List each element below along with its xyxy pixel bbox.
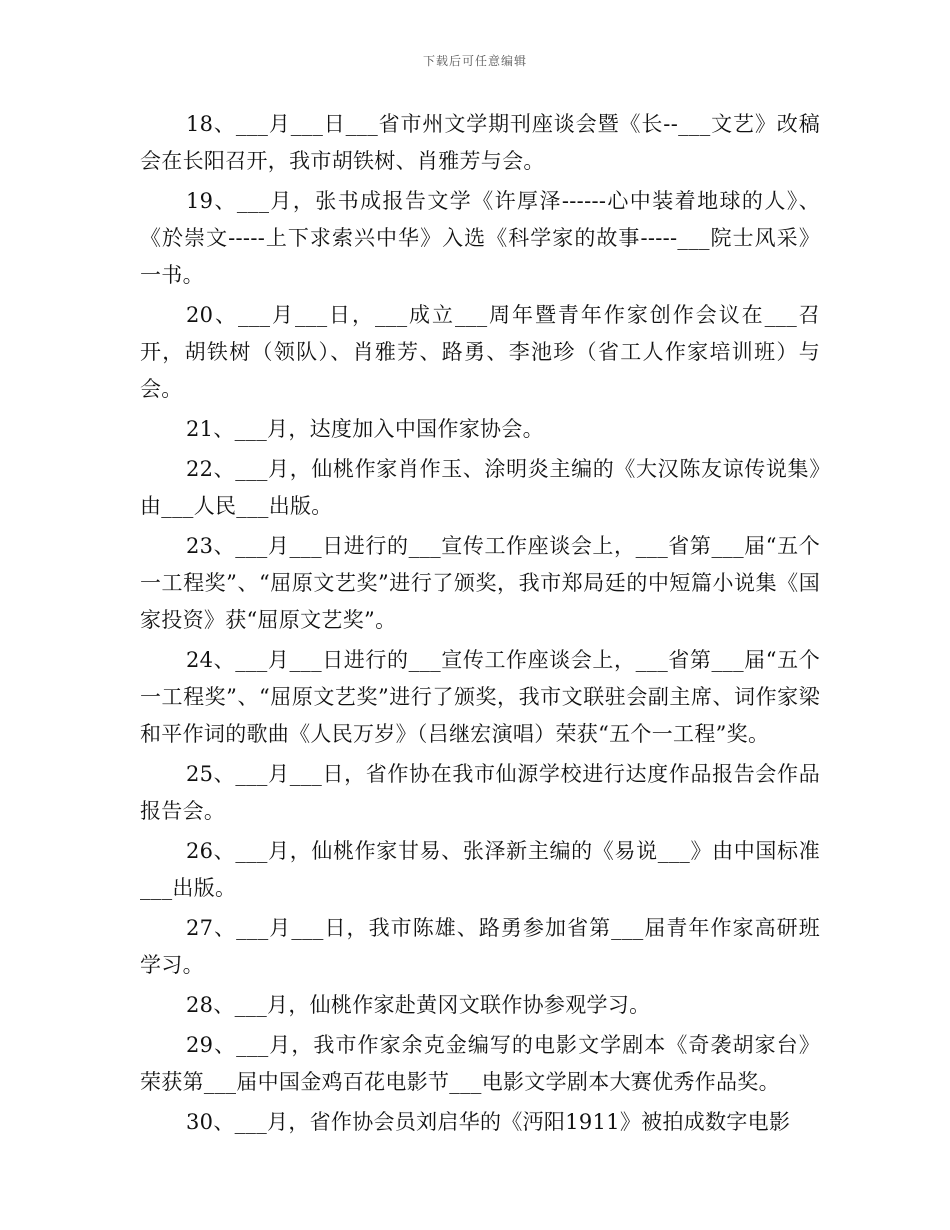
page-header: 下载后可任意编辑 <box>422 54 527 68</box>
list-item: 29、___月，我市作家余克金编写的电影文学剧本《奇袭胡家台》荣获第___届中国金鸡百花电影节___电影文学剧本大赛优秀作品奖。 <box>140 1033 820 1094</box>
list-item: 26、___月，仙桃作家甘易、张泽新主编的《易说___》由中国标准___出版。 <box>140 839 820 900</box>
list-item: 18、___月___日___省市州文学期刊座谈会暨《长--___文艺》改稿会在长阳召开，我市胡铁树、肖雅芳与会。 <box>140 112 820 173</box>
list-item: 22、___月，仙桃作家肖作玉、涂明炎主编的《大汉陈友谅传说集》由___人民___出版。 <box>140 457 820 518</box>
list-item: 19、___月，张书成报告文学《许厚泽------心中装着地球的人》、《於崇文-----上下求索兴中华》入选《科学家的故事-----___院士风采》一书。 <box>140 189 820 287</box>
document-body <box>140 106 820 1144</box>
list-item: 27、___月___日，我市陈雄、路勇参加省第___届青年作家高研班学习。 <box>140 916 820 977</box>
list-item: 20、___月___日，___成立___周年暨青年作家创作会议在___召开，胡铁树（领队）、肖雅芳、路勇、李池珍（省工人作家培训班）与会。 <box>140 303 820 401</box>
list-item: 23、___月___日进行的___宣传工作座谈会上，___省第___届“五个一工程奖”、“屈原文艺奖”进行了颁奖，我市郑局廷的中短篇小说集《国家投资》获“屈原文艺奖”。 <box>140 534 820 632</box>
list-item: 21、___月，达度加入中国作家协会。 <box>186 417 544 441</box>
list-item: 25、___月___日，省作协在我市仙源学校进行达度作品报告会作品报告会。 <box>140 762 820 823</box>
list-item: 28、___月，仙桃作家赴黄冈文联作协参观学习。 <box>186 993 651 1017</box>
list-item: 30、___月，省作协会员刘启华的《沔阳1911》被拍成数字电影 <box>186 1110 791 1134</box>
list-item: 24、___月___日进行的___宣传工作座谈会上，___省第___届“五个一工程奖”、“屈原文艺奖”进行了颁奖，我市文联驻会副主席、词作家梁和平作词的歌曲《人民万岁》（吕继宏演唱）荣获“五个一工程”奖。 <box>140 648 820 746</box>
